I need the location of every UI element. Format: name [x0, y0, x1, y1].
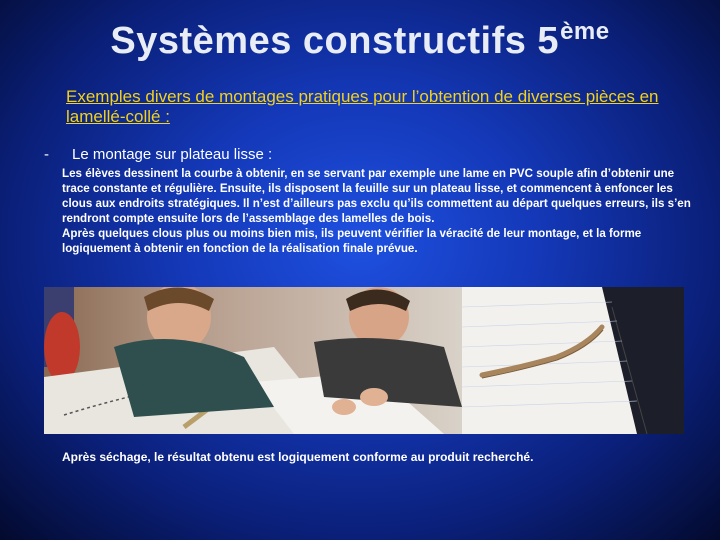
slide-title-superscript: ème	[560, 18, 610, 45]
slide-subtitle: Exemples divers de montages pratiques pour l’obtention de diverses pièces en lamellé-collé :	[66, 87, 659, 126]
description-paragraph	[62, 166, 692, 256]
slide-title-text: Systèmes constructifs 5	[110, 20, 560, 62]
description-text-1: Les élèves dessinent la courbe à obtenir, en se servant par exemple une lame en PVC souple afin d’obtenir une trace constante et régulière. Ensuite, ils disposent la feuille sur un plateau lisse, et commencent à enfoncer les clous aux endroits stratégiques. Il n’est d’ailleurs pas exclu qu’ils commettent au départ quelques erreurs, ils s’en rendront compte ensuite lors de l’assemblage des lamelles de bois.	[62, 167, 691, 225]
finished-laminated-piece-photo	[462, 287, 684, 434]
slide-title	[0, 18, 720, 63]
bullet-label: Le montage sur plateau lisse :	[72, 146, 273, 163]
description-text-2: Après quelques clous plus ou moins bien mis, ils peuvent vérifier la véracité de leur montage, et la forme logiquement à obtenir en fonction de la réalisation finale prévue.	[62, 227, 642, 255]
students-nailing-photo	[44, 287, 462, 434]
result-caption: Après séchage, le résultat obtenu est logiquement conforme au produit recherché.	[62, 450, 534, 464]
bullet-marker: -	[44, 146, 49, 163]
